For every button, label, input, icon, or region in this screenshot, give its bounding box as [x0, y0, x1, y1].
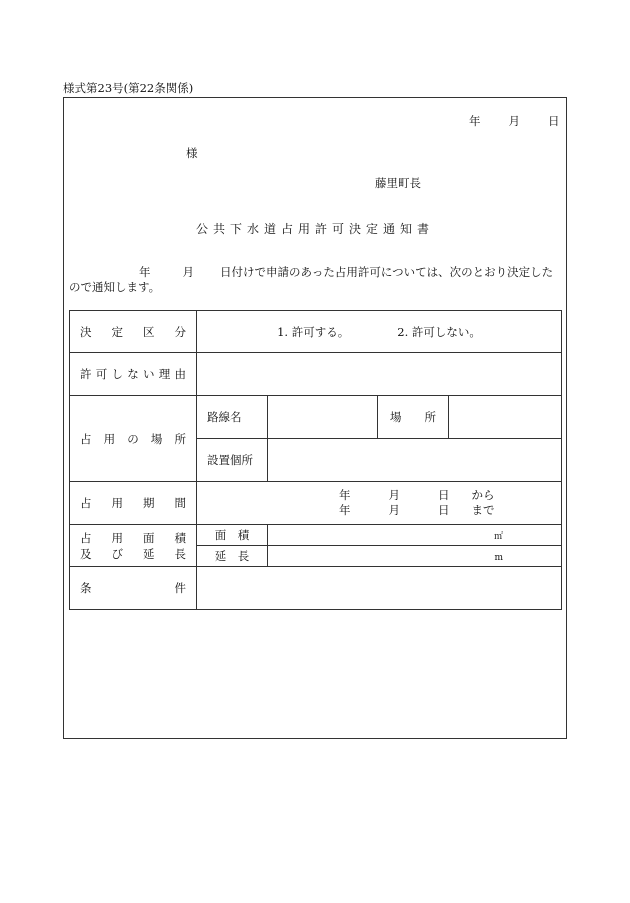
period-label-char: 期 — [143, 496, 155, 510]
route-name-value — [268, 396, 378, 439]
row-decision — [70, 311, 562, 353]
row-area — [70, 525, 562, 546]
period-label-char: 用 — [111, 496, 123, 510]
label-reason — [70, 353, 197, 396]
reason-label-char: な — [127, 367, 139, 381]
row-reason — [70, 353, 562, 396]
notice-frame — [63, 97, 567, 739]
label-place: 場 所 — [378, 396, 449, 439]
length-label-char: び — [111, 546, 123, 561]
reason-label-char: 可 — [95, 367, 108, 381]
length-unit: m — [494, 553, 503, 563]
area-label-char: 占 — [80, 530, 92, 545]
conditions-label-char: 条 — [80, 581, 92, 595]
location-label-char: 場 — [150, 431, 163, 446]
area-unit: ㎡ — [493, 532, 503, 542]
decision-label-char: 定 — [111, 324, 123, 339]
label-conditions — [70, 567, 197, 610]
location-label-char: 占 — [80, 431, 92, 446]
conditions-label-char: 件 — [174, 581, 186, 595]
date-day: 日 — [548, 114, 560, 128]
location-label-char: の — [127, 431, 139, 446]
intro-paragraph — [69, 265, 563, 295]
area-label-char: 用 — [111, 530, 123, 545]
reason-value — [197, 353, 562, 396]
date-month: 月 — [508, 114, 520, 128]
conditions-value — [197, 567, 562, 610]
reason-label-char: 許 — [80, 367, 92, 381]
reason-label-char: 理 — [158, 367, 171, 381]
decision-table — [69, 310, 562, 610]
issue-date — [469, 113, 560, 129]
row-location-1 — [70, 396, 562, 439]
label-decision — [70, 311, 197, 353]
reason-label-char: し — [111, 367, 123, 381]
label-route-name: 路線名 — [197, 396, 268, 439]
period-to: 年 月 日 まで — [339, 503, 495, 517]
option-deny: 2. 許可しない。 — [397, 324, 481, 339]
date-year: 年 — [469, 114, 481, 128]
intro-month: 月 — [182, 265, 194, 279]
decision-label-char: 区 — [143, 324, 155, 339]
length-label-char: 延 — [143, 546, 155, 561]
document-title: 公共下水道占用許可決定通知書 — [195, 222, 434, 236]
length-label-char: 及 — [80, 546, 92, 561]
option-permit: 1. 許可する。 — [277, 324, 350, 339]
length-label-char: 長 — [174, 546, 186, 561]
row-period — [70, 482, 562, 525]
form-number: 様式第23号(第22条関係) — [63, 81, 194, 95]
area-value — [268, 525, 562, 546]
area-label-char: 面 — [143, 530, 155, 545]
issuer-name: 藤里町長 — [375, 176, 421, 190]
label-installation: 設置個所 — [197, 439, 268, 482]
label-area: 面 積 — [197, 525, 268, 546]
decision-label-char: 決 — [80, 324, 92, 339]
label-length: 延 長 — [197, 546, 268, 567]
decision-options — [197, 311, 562, 353]
row-conditions — [70, 567, 562, 610]
place-value — [449, 396, 562, 439]
label-area-length — [70, 525, 197, 567]
period-label-char: 間 — [174, 496, 186, 510]
intro-text: 日付けで申請のあった占用許可については、次のとおり決定したので通知します。 — [69, 265, 554, 294]
period-value — [197, 482, 562, 525]
label-period — [70, 482, 197, 525]
location-label-char: 用 — [103, 431, 116, 446]
label-location — [70, 396, 197, 482]
reason-label-char: 由 — [174, 367, 186, 381]
intro-year: 年 — [139, 265, 151, 279]
installation-value — [268, 439, 562, 482]
location-label-char: 所 — [174, 431, 186, 446]
decision-label-char: 分 — [174, 324, 186, 339]
period-from: 年 月 日 から — [339, 488, 495, 502]
area-label-char: 積 — [174, 530, 186, 545]
reason-label-char: い — [143, 367, 155, 381]
length-value — [268, 546, 562, 567]
addressee: 様 — [186, 146, 198, 160]
period-label-char: 占 — [80, 496, 92, 510]
